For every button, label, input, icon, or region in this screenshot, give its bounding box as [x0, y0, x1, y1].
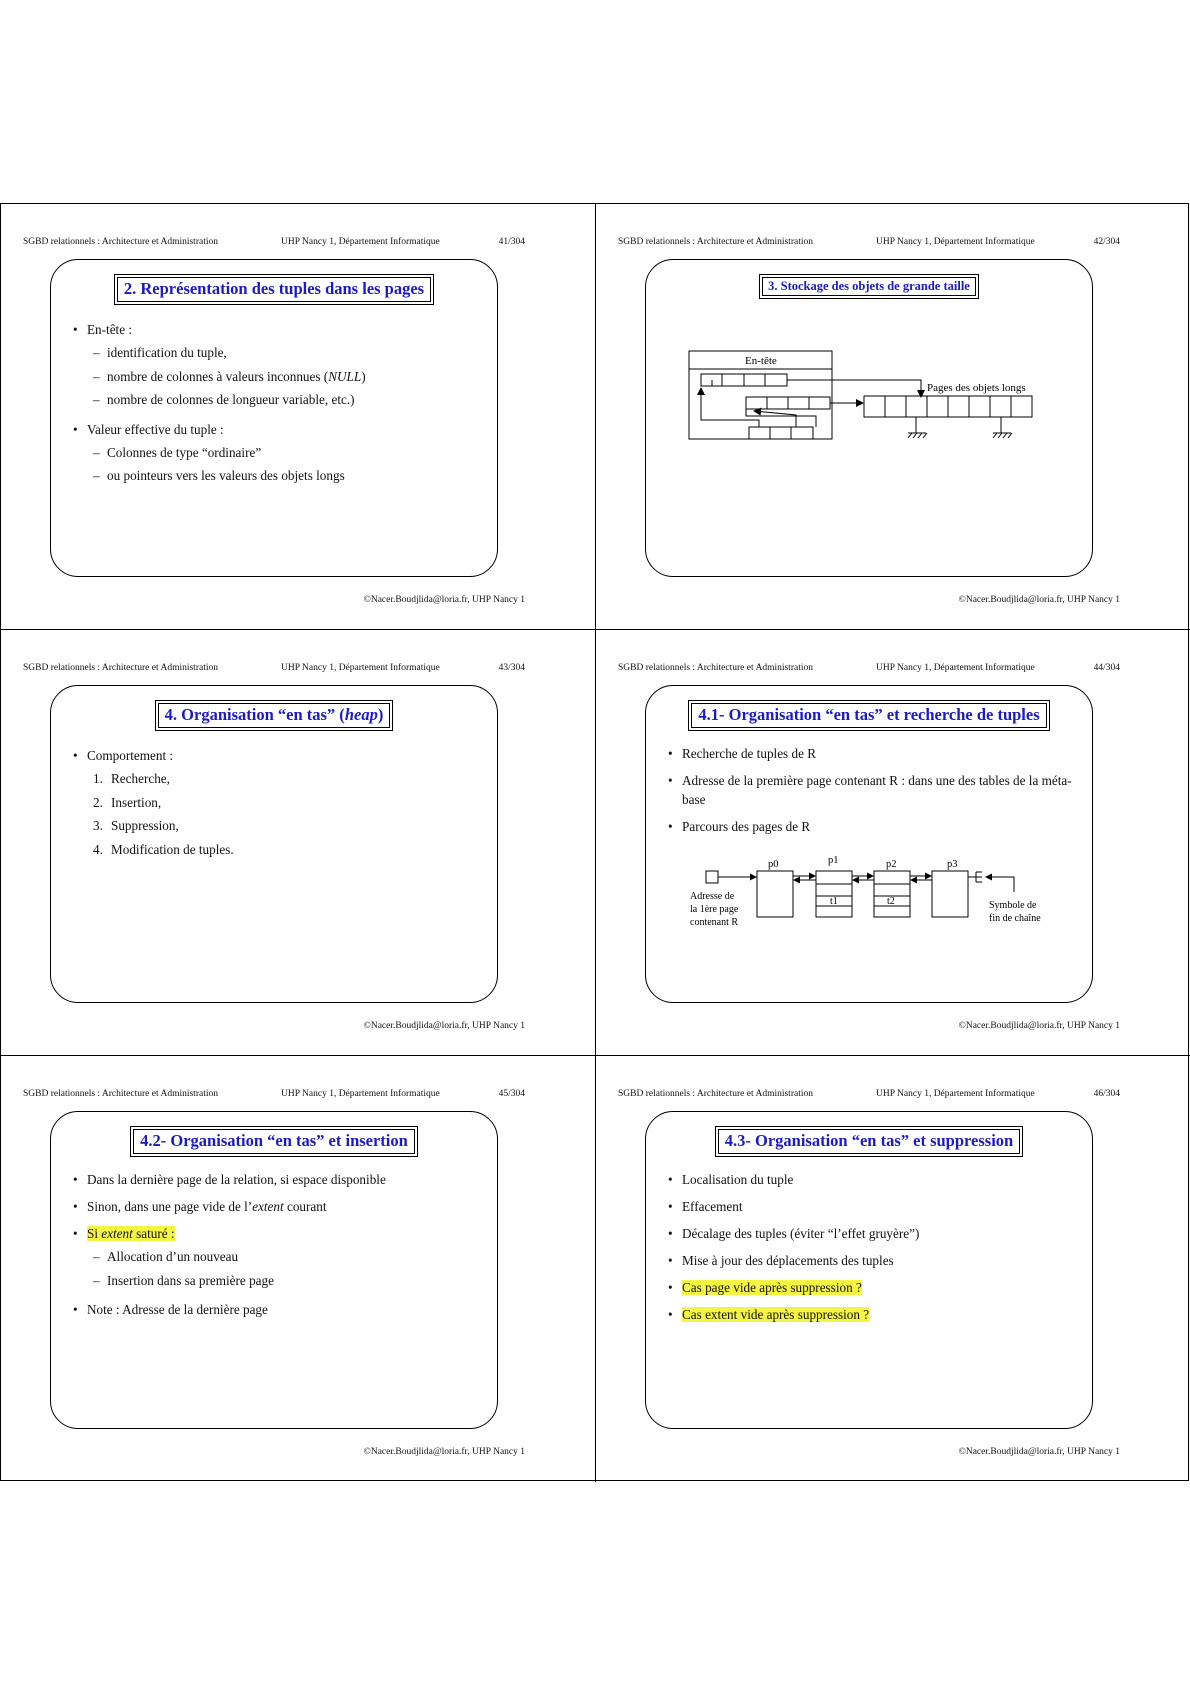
numbered-item: 4. Modification de tuples. — [93, 841, 234, 857]
page-p0 — [757, 871, 793, 917]
list-item: • En-tête : – identification du tuple, – nombre de colonnes à valeurs inconnues (NULL) – nombre de colonnes de longueur variable, etc.) — [73, 320, 483, 412]
slide-41 — [1, 204, 595, 629]
slide-footer: ©Nacer.Boudjlida@loria.fr, UHP Nancy 1 — [363, 1021, 525, 1031]
list-item — [73, 1224, 483, 1292]
handout-sheet — [0, 203, 1189, 1481]
slide-footer: ©Nacer.Boudjlida@loria.fr, UHP Nancy 1 — [363, 595, 525, 605]
course-title: SGBD relationnels : Architecture et Administration — [618, 663, 813, 673]
slide-header — [618, 1089, 1120, 1101]
svg-text:contenant R: contenant R — [690, 917, 739, 928]
page-number: 41/304 — [498, 237, 525, 247]
list-item: • Adresse de la première page contenant R : dans une des tables de la méta-base — [668, 771, 1078, 809]
slide-45 — [1, 1055, 595, 1482]
list-item: • Comportement : 1. Recherche, 2. Insertion, 3. Suppression, 4. Modification de tuples. — [73, 746, 483, 861]
slide-frame — [645, 1111, 1093, 1429]
sub-item: – Insertion dans sa première page — [93, 1269, 483, 1293]
copyright-icon: © — [363, 595, 371, 605]
slide-header — [23, 663, 525, 675]
course-title: SGBD relationnels : Architecture et Administration — [23, 1089, 218, 1099]
page-p2 — [874, 871, 910, 917]
svg-text:p0: p0 — [768, 859, 779, 870]
slide-header — [618, 663, 1120, 675]
slide-footer: ©Nacer.Boudjlida@loria.fr, UHP Nancy 1 — [958, 1021, 1120, 1031]
list-item: • Sinon, dans une page vide de l’extent courant — [73, 1197, 483, 1216]
page-p3 — [932, 871, 968, 917]
slide-title: 2. Représentation des tuples dans les pages — [114, 274, 434, 305]
course-title: SGBD relationnels : Architecture et Administration — [618, 237, 813, 247]
list-item: • Parcours des pages de R — [668, 817, 1078, 836]
svg-text:p3: p3 — [947, 859, 958, 870]
page-number: 44/304 — [1093, 663, 1120, 673]
page-number: 43/304 — [498, 663, 525, 673]
right-label: Symbole de — [989, 900, 1037, 911]
slide-header — [618, 237, 1120, 249]
sub-item: – identification du tuple, — [93, 341, 483, 365]
course-title: SGBD relationnels : Architecture et Administration — [618, 1089, 813, 1099]
sub-item: – nombre de colonnes de longueur variable, etc.) — [93, 388, 483, 412]
slide-title: 4. Organisation “en tas” (heap) — [155, 700, 394, 731]
svg-text:la 1ère page: la 1ère page — [690, 904, 739, 915]
bullet-list — [668, 1170, 1078, 1332]
sub-item: – nombre de colonnes à valeurs inconnues (NULL) — [93, 365, 483, 389]
copyright-icon: © — [958, 1447, 966, 1457]
slide-footer: ©Nacer.Boudjlida@loria.fr, UHP Nancy 1 — [958, 595, 1120, 605]
sub-item: – ou pointeurs vers les valeurs des objets longs — [93, 464, 483, 488]
page-p1 — [816, 871, 852, 917]
list-item: • Recherche de tuples de R — [668, 744, 1078, 763]
svg-text:t2: t2 — [887, 896, 895, 907]
svg-text:t1: t1 — [830, 896, 838, 907]
slide-footer: ©Nacer.Boudjlida@loria.fr, UHP Nancy 1 — [958, 1447, 1120, 1457]
sub-item: – Colonnes de type “ordinaire” — [93, 441, 483, 465]
highlighted-text: Cas extent vide après suppression ? — [682, 1307, 870, 1322]
slide-footer: ©Nacer.Boudjlida@loria.fr, UHP Nancy 1 — [363, 1447, 525, 1457]
university-label: UHP Nancy 1, Département Informatique — [876, 237, 1035, 247]
highlighted-text: Si extent saturé : — [87, 1226, 175, 1241]
large-object-diagram — [646, 260, 1094, 578]
bullet-list — [73, 1170, 483, 1327]
numbered-item: 3. Suppression, — [93, 818, 179, 833]
university-label: UHP Nancy 1, Département Informatique — [281, 1089, 440, 1099]
header-label: En-tête — [745, 355, 777, 367]
university-label: UHP Nancy 1, Département Informatique — [876, 1089, 1035, 1099]
slide-title: 4.3- Organisation “en tas” et suppression — [715, 1126, 1023, 1157]
pages-label: Pages des objets longs — [927, 382, 1026, 394]
slide-title: 3. Stockage des objets de grande taille — [759, 274, 979, 299]
page-chain-diagram — [646, 686, 1094, 1004]
copyright-icon: © — [958, 595, 966, 605]
slide-44 — [595, 629, 1190, 1055]
slide-frame — [50, 259, 498, 577]
list-item: • Décalage des tuples (éviter “l’effet gruyère”) — [668, 1224, 1078, 1243]
left-label: Adresse de — [690, 891, 735, 902]
slide-header — [23, 1089, 525, 1101]
course-title: SGBD relationnels : Architecture et Administration — [23, 663, 218, 673]
copyright-icon: © — [363, 1447, 371, 1457]
list-item: • Effacement — [668, 1197, 1078, 1216]
svg-text:fin de chaîne: fin de chaîne — [989, 913, 1041, 924]
slide-frame — [645, 259, 1093, 577]
list-item — [668, 1305, 1078, 1324]
page-number: 45/304 — [498, 1089, 525, 1099]
copyright-icon: © — [363, 1021, 371, 1031]
numbered-item: 1. Recherche, — [93, 771, 170, 786]
university-label: UHP Nancy 1, Département Informatique — [281, 663, 440, 673]
list-item — [668, 1278, 1078, 1297]
course-title: SGBD relationnels : Architecture et Administration — [23, 237, 218, 247]
copyright-icon: © — [958, 1021, 966, 1031]
slide-title: 4.2- Organisation “en tas” et insertion — [130, 1126, 418, 1157]
slide-header — [23, 237, 525, 249]
list-item: • Note : Adresse de la dernière page — [73, 1300, 483, 1319]
slide-43 — [1, 629, 595, 1055]
bullet-list — [73, 746, 483, 869]
bullet-list — [73, 320, 483, 496]
university-label: UHP Nancy 1, Département Informatique — [281, 237, 440, 247]
slide-46 — [595, 1055, 1190, 1482]
numbered-item: 2. Insertion, — [93, 794, 162, 810]
slide-frame — [50, 685, 498, 1003]
svg-text:p2: p2 — [886, 859, 897, 870]
list-item: • Mise à jour des déplacements des tuples — [668, 1251, 1078, 1270]
list-item: • Localisation du tuple — [668, 1170, 1078, 1189]
highlighted-text: Cas page vide après suppression ? — [682, 1280, 862, 1295]
slide-frame — [50, 1111, 498, 1429]
start-pointer — [706, 871, 718, 883]
page-number: 42/304 — [1093, 237, 1120, 247]
list-item: • Valeur effective du tuple : – Colonnes de type “ordinaire” – ou pointeurs vers les valeurs des objets longs — [73, 420, 483, 488]
slide-42 — [595, 204, 1190, 629]
page-number: 46/304 — [1093, 1089, 1120, 1099]
list-item: • Dans la dernière page de la relation, si espace disponible — [73, 1170, 483, 1189]
svg-text:p1: p1 — [828, 855, 839, 866]
slide-frame — [645, 685, 1093, 1003]
sub-item: – Allocation d’un nouveau — [93, 1245, 483, 1269]
slide-title: 4.1- Organisation “en tas” et recherche de tuples — [688, 700, 1049, 731]
university-label: UHP Nancy 1, Département Informatique — [876, 663, 1035, 673]
